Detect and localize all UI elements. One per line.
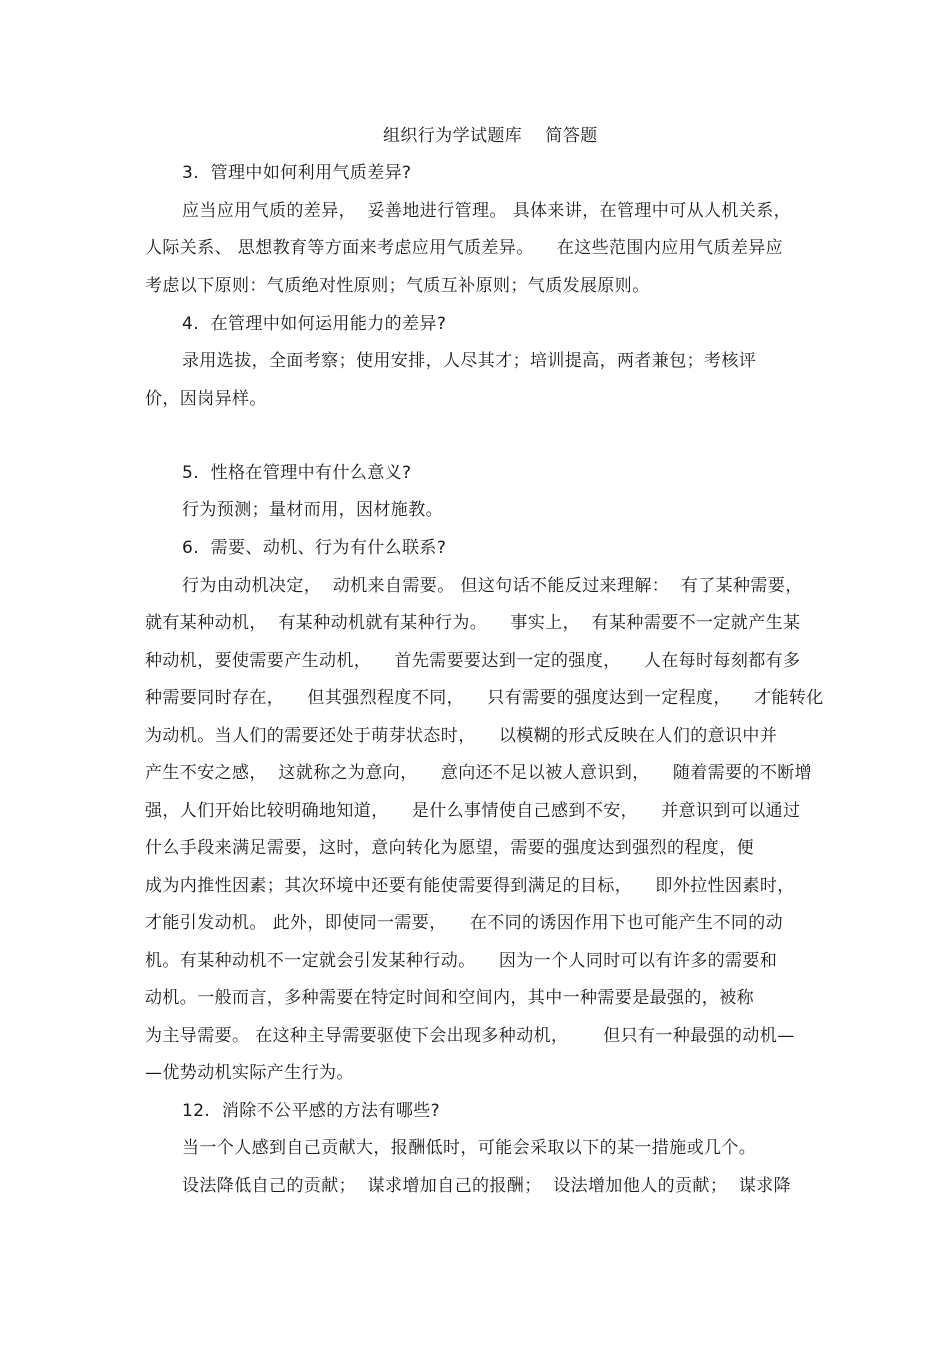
document-title: 组织行为学试题库 简答题: [383, 126, 598, 146]
answer-line: 种动机，要使需要产生动机， 首先需要要达到一定的强度， 人在每时每刻都有多: [145, 651, 801, 671]
answer-line: 录用选拔，全面考察；使用安排，人尽其才；培训提高，两者兼包；考核评: [182, 351, 757, 371]
question-3: 3. 管理中如何利用气质差异?: [182, 163, 412, 183]
answer-line: 种需要同时存在， 但其强烈程度不同， 只有需要的强度达到一定程度， 才能转化: [145, 688, 824, 708]
question-5: 5. 性格在管理中有什么意义?: [182, 463, 412, 483]
answer-line: 考虑以下原则：气质绝对性原则；气质互补原则；气质发展原则。: [145, 276, 650, 296]
answer-line: 什么手段来满足需要，这时，意向转化为愿望，需要的强度达到强烈的程度，便: [145, 838, 754, 858]
answer-line: 行为由动机决定， 动机来自需要。 但这句话不能反过来理解： 有了某种需要，: [182, 576, 803, 596]
answer-line: 强，人们开始比较明确地知道， 是什么事情使自己感到不安， 并意识到可以通过: [145, 801, 801, 821]
answer-line: 产生不安之感， 这就称之为意向， 意向还不足以被人意识到， 随着需要的不断增: [145, 763, 813, 783]
answer-line: 当一个人感到自己贡献大，报酬低时，可能会采取以下的某一措施或几个。: [182, 1138, 757, 1158]
answer-line: 为主导需要。 在这种主导需要驱使下会出现多种动机， 但只有一种最强的动机—: [145, 1026, 795, 1046]
answer-line: 成为内推性因素；其次环境中还要有能使需要得到满足的目标， 即外拉性因素时，: [145, 876, 795, 896]
answer-line: 机。有某种动机不一定就会引发某种行动。 因为一个人同时可以有许多的需要和: [145, 951, 778, 971]
question-12: 12. 消除不公平感的方法有哪些?: [182, 1101, 441, 1121]
answer-line: 人际关系、 思想教育等方面来考虑应用气质差异。 在这些范围内应用气质差异应: [145, 238, 784, 258]
answer-line: 就有某种动机， 有某种动机就有某种行为。 事实上， 有某种需要不一定就产生某: [145, 613, 801, 633]
question-6: 6. 需要、动机、行为有什么联系?: [182, 538, 447, 558]
answer-line: 动机。一般而言，多种需要在特定时间和空间内，其中一种需要是最强的，被称: [145, 988, 754, 1008]
answer-line: —优势动机实际产生行为。: [145, 1063, 354, 1083]
answer-line: 行为预测；量材而用，因材施教。: [182, 500, 443, 520]
answer-line: 设法降低自己的贡献； 谋求增加自己的报酬； 设法增加他人的贡献； 谋求降: [182, 1176, 792, 1196]
answer-line: 应当应用气质的差异， 妥善地进行管理。 具体来讲，在管理中可从人机关系，: [182, 201, 792, 221]
question-4: 4. 在管理中如何运用能力的差异?: [182, 314, 447, 334]
answer-line: 才能引发动机。 此外，即使同一需要， 在不同的诱因作用下也可能产生不同的动: [145, 913, 784, 933]
answer-line: 价，因岗异样。: [145, 389, 267, 409]
answer-line: 为动机。当人们的需要还处于萌芽状态时， 以模糊的形式反映在人们的意识中并: [145, 726, 778, 746]
